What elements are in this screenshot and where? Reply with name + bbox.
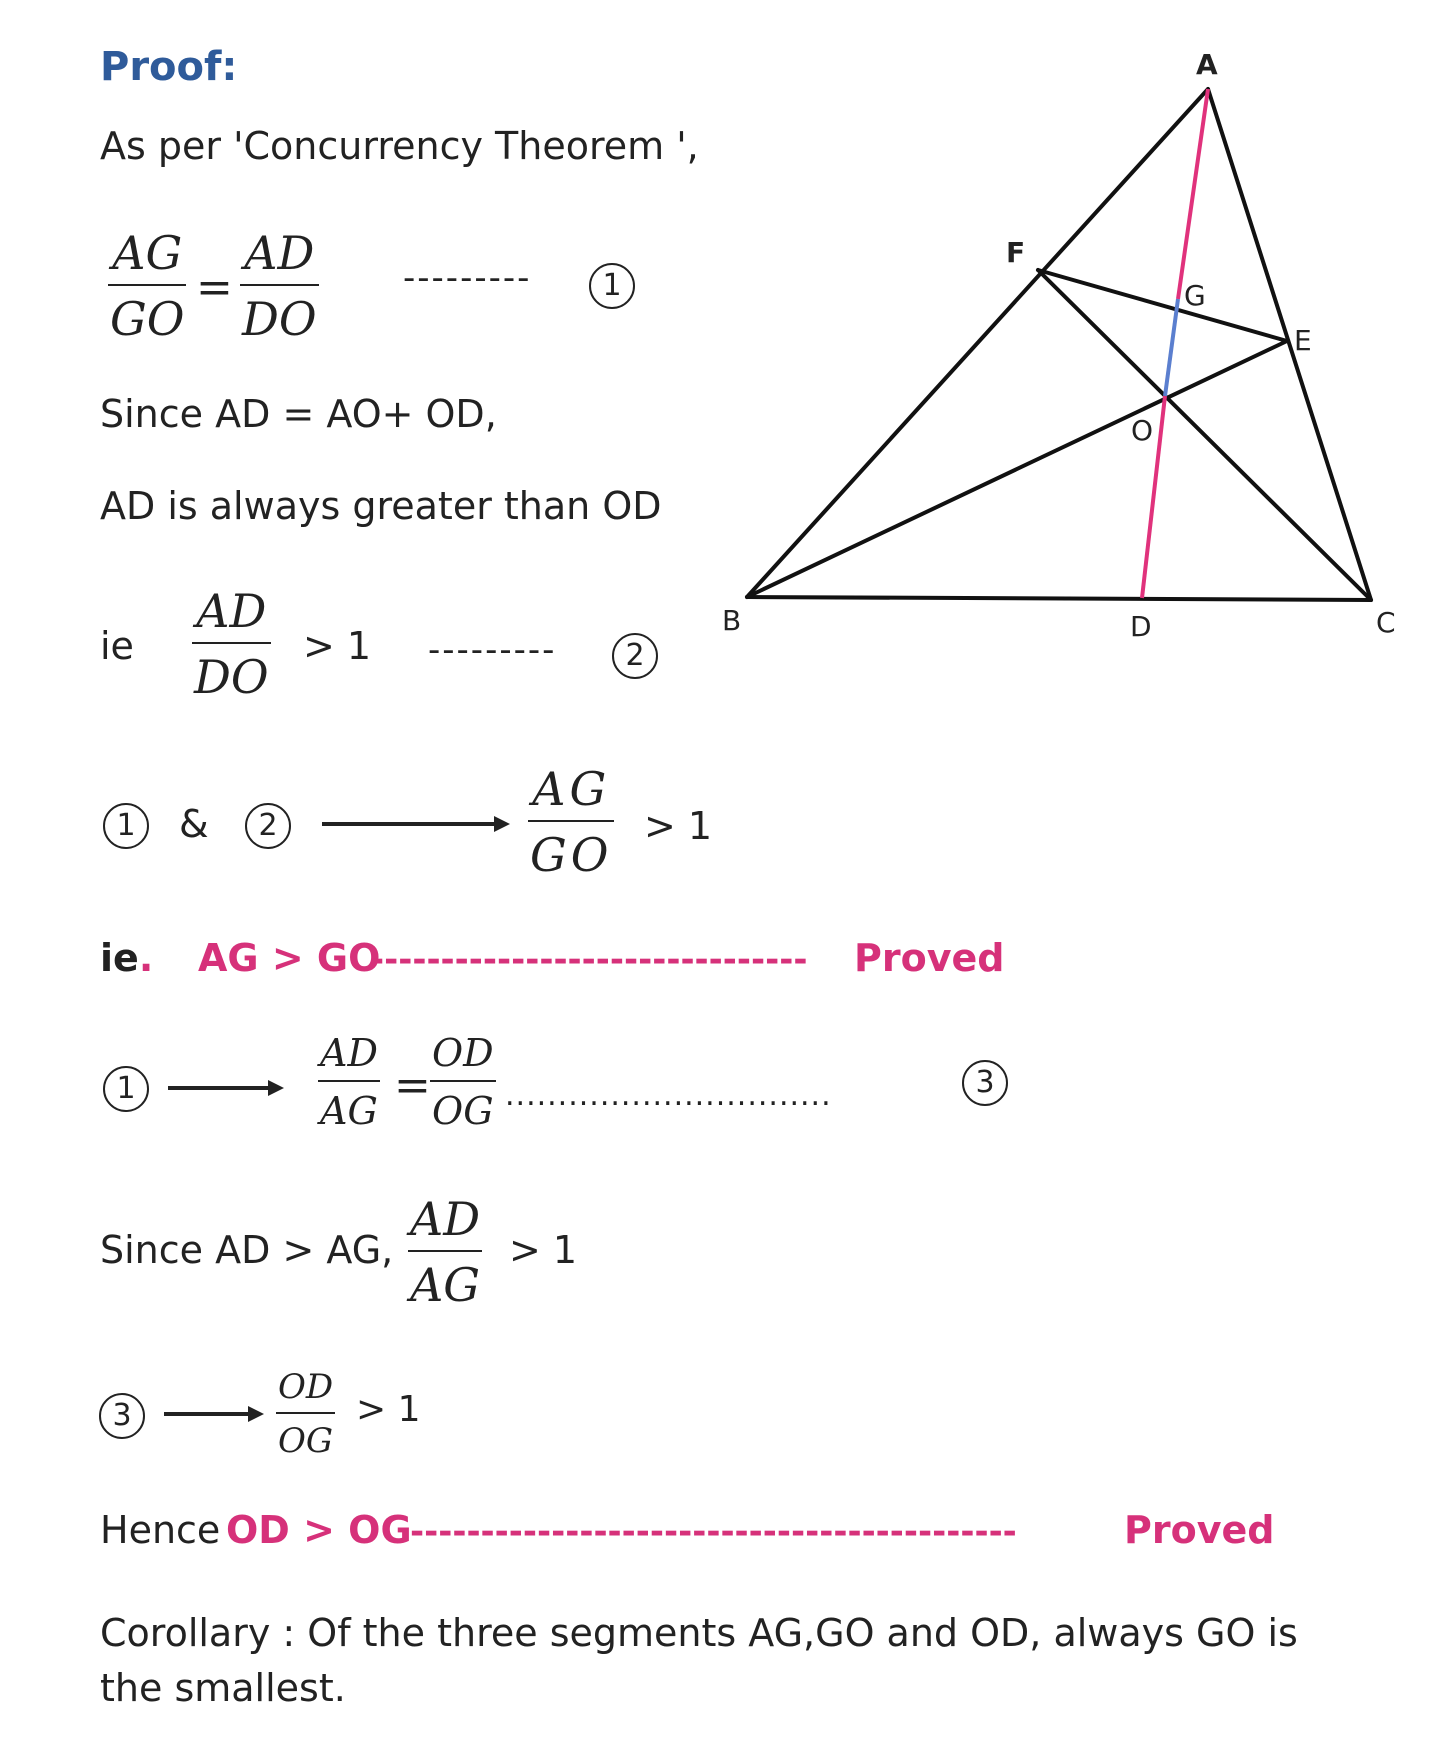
eq3-left-denominator: AG bbox=[318, 1080, 380, 1130]
label-e: E bbox=[1294, 324, 1312, 357]
combine-tag-b-circle bbox=[245, 803, 291, 849]
eq1-right-numerator: AD bbox=[244, 226, 315, 280]
result2-prefix: Hence bbox=[100, 1508, 221, 1552]
eq3-right-fraction bbox=[430, 1031, 496, 1133]
segment-go bbox=[1165, 299, 1178, 396]
result1-prefix bbox=[100, 936, 153, 982]
result1-proved: Proved bbox=[854, 936, 1005, 980]
combine-numerator: AG bbox=[532, 762, 611, 816]
eq2-denominator: DO bbox=[192, 642, 271, 700]
eq3-right-numerator: OD bbox=[432, 1031, 494, 1075]
result2-proved: Proved bbox=[1124, 1508, 1275, 1552]
eq1-right-denominator: DO bbox=[240, 284, 319, 342]
label-c: C bbox=[1376, 606, 1396, 639]
eq3-from-tag-circle bbox=[103, 1066, 149, 1112]
label-a: A bbox=[1196, 48, 1218, 81]
eq3-left-numerator: AD bbox=[320, 1031, 378, 1075]
eq3-dots: ............................... bbox=[505, 1078, 832, 1113]
step3-relation: > 1 bbox=[356, 1389, 421, 1430]
combine-fraction bbox=[528, 762, 614, 882]
step3-denominator: OG bbox=[276, 1412, 335, 1458]
claim-ad-greater: AD is always greater than OD bbox=[100, 484, 662, 528]
eq1-tag: 1 bbox=[602, 268, 622, 303]
eq3-left-fraction bbox=[318, 1031, 380, 1133]
side-ab bbox=[747, 89, 1208, 597]
combine-tag-a-circle bbox=[103, 803, 149, 849]
combine-tag-b: 2 bbox=[258, 808, 278, 843]
combine-relation: > 1 bbox=[644, 804, 713, 848]
proof-heading: Proof: bbox=[100, 44, 238, 90]
result1-period: . bbox=[138, 936, 154, 980]
result1-ie: ie bbox=[100, 936, 139, 980]
eq2-fraction bbox=[192, 584, 271, 704]
intro-text: As per 'Concurrency Theorem ', bbox=[100, 124, 699, 168]
label-o: O bbox=[1131, 414, 1154, 447]
triangle-diagram bbox=[700, 40, 1420, 660]
cevian-be bbox=[747, 341, 1287, 597]
step3-numerator: OD bbox=[278, 1367, 334, 1407]
eq2-numerator: AD bbox=[196, 584, 267, 638]
side-ac bbox=[1208, 89, 1371, 600]
since2-numerator: AD bbox=[410, 1192, 481, 1246]
since-ad-greater-ag: Since AD > AG, bbox=[100, 1228, 394, 1272]
eq2-dashes: --------- bbox=[428, 630, 557, 670]
segment-ag bbox=[1178, 89, 1208, 299]
side-bc bbox=[747, 597, 1371, 600]
combine-denominator: GO bbox=[528, 820, 614, 878]
eq2-relation: > 1 bbox=[303, 624, 372, 668]
since2-relation: > 1 bbox=[509, 1228, 578, 1272]
eq3-right-denominator: OG bbox=[430, 1080, 496, 1130]
since2-denominator: AG bbox=[408, 1250, 482, 1308]
combine-arrow-icon bbox=[320, 812, 512, 836]
step3-from-tag: 3 bbox=[112, 1398, 132, 1433]
label-b: B bbox=[722, 604, 742, 637]
eq1-left-denominator: GO bbox=[108, 284, 186, 342]
combine-ampersand: & bbox=[179, 802, 209, 846]
eq2-prefix: ie bbox=[100, 624, 134, 668]
combine-tag-a: 1 bbox=[116, 808, 136, 843]
since2-fraction bbox=[408, 1192, 482, 1312]
result2-dashes: ------------------------------------------- bbox=[410, 1512, 1017, 1552]
eq3-equals: = bbox=[394, 1060, 431, 1111]
step3-fraction bbox=[276, 1367, 335, 1461]
result1-statement: AG > GO bbox=[198, 936, 381, 980]
result1-dashes: ------------------------------- bbox=[370, 940, 808, 980]
step3-from-tag-circle bbox=[99, 1393, 145, 1439]
since-ad-sum: Since AD = AO+ OD, bbox=[100, 392, 497, 436]
step3-arrow-icon bbox=[162, 1402, 266, 1426]
label-g: G bbox=[1184, 279, 1206, 312]
eq3-tag: 3 bbox=[975, 1065, 995, 1100]
eq1-right-fraction bbox=[240, 226, 319, 346]
result2-statement: OD > OG bbox=[226, 1508, 412, 1552]
eq2-tag: 2 bbox=[625, 638, 645, 673]
eq3-from-tag: 1 bbox=[116, 1071, 136, 1106]
corollary-text: Corollary : Of the three segments AG,GO and OD, always GO is the smallest. bbox=[100, 1611, 1298, 1711]
eq1-equals: = bbox=[196, 262, 233, 313]
eq3-arrow-icon bbox=[166, 1076, 286, 1100]
eq3-tag-circle bbox=[962, 1060, 1008, 1106]
eq1-left-fraction bbox=[108, 226, 186, 346]
label-d: D bbox=[1130, 610, 1152, 643]
eq1-left-numerator: AG bbox=[112, 226, 183, 280]
eq1-dashes: --------- bbox=[403, 258, 532, 298]
label-f: F bbox=[1006, 236, 1026, 269]
eq2-tag-circle bbox=[612, 633, 658, 679]
eq1-tag-circle bbox=[589, 263, 635, 309]
